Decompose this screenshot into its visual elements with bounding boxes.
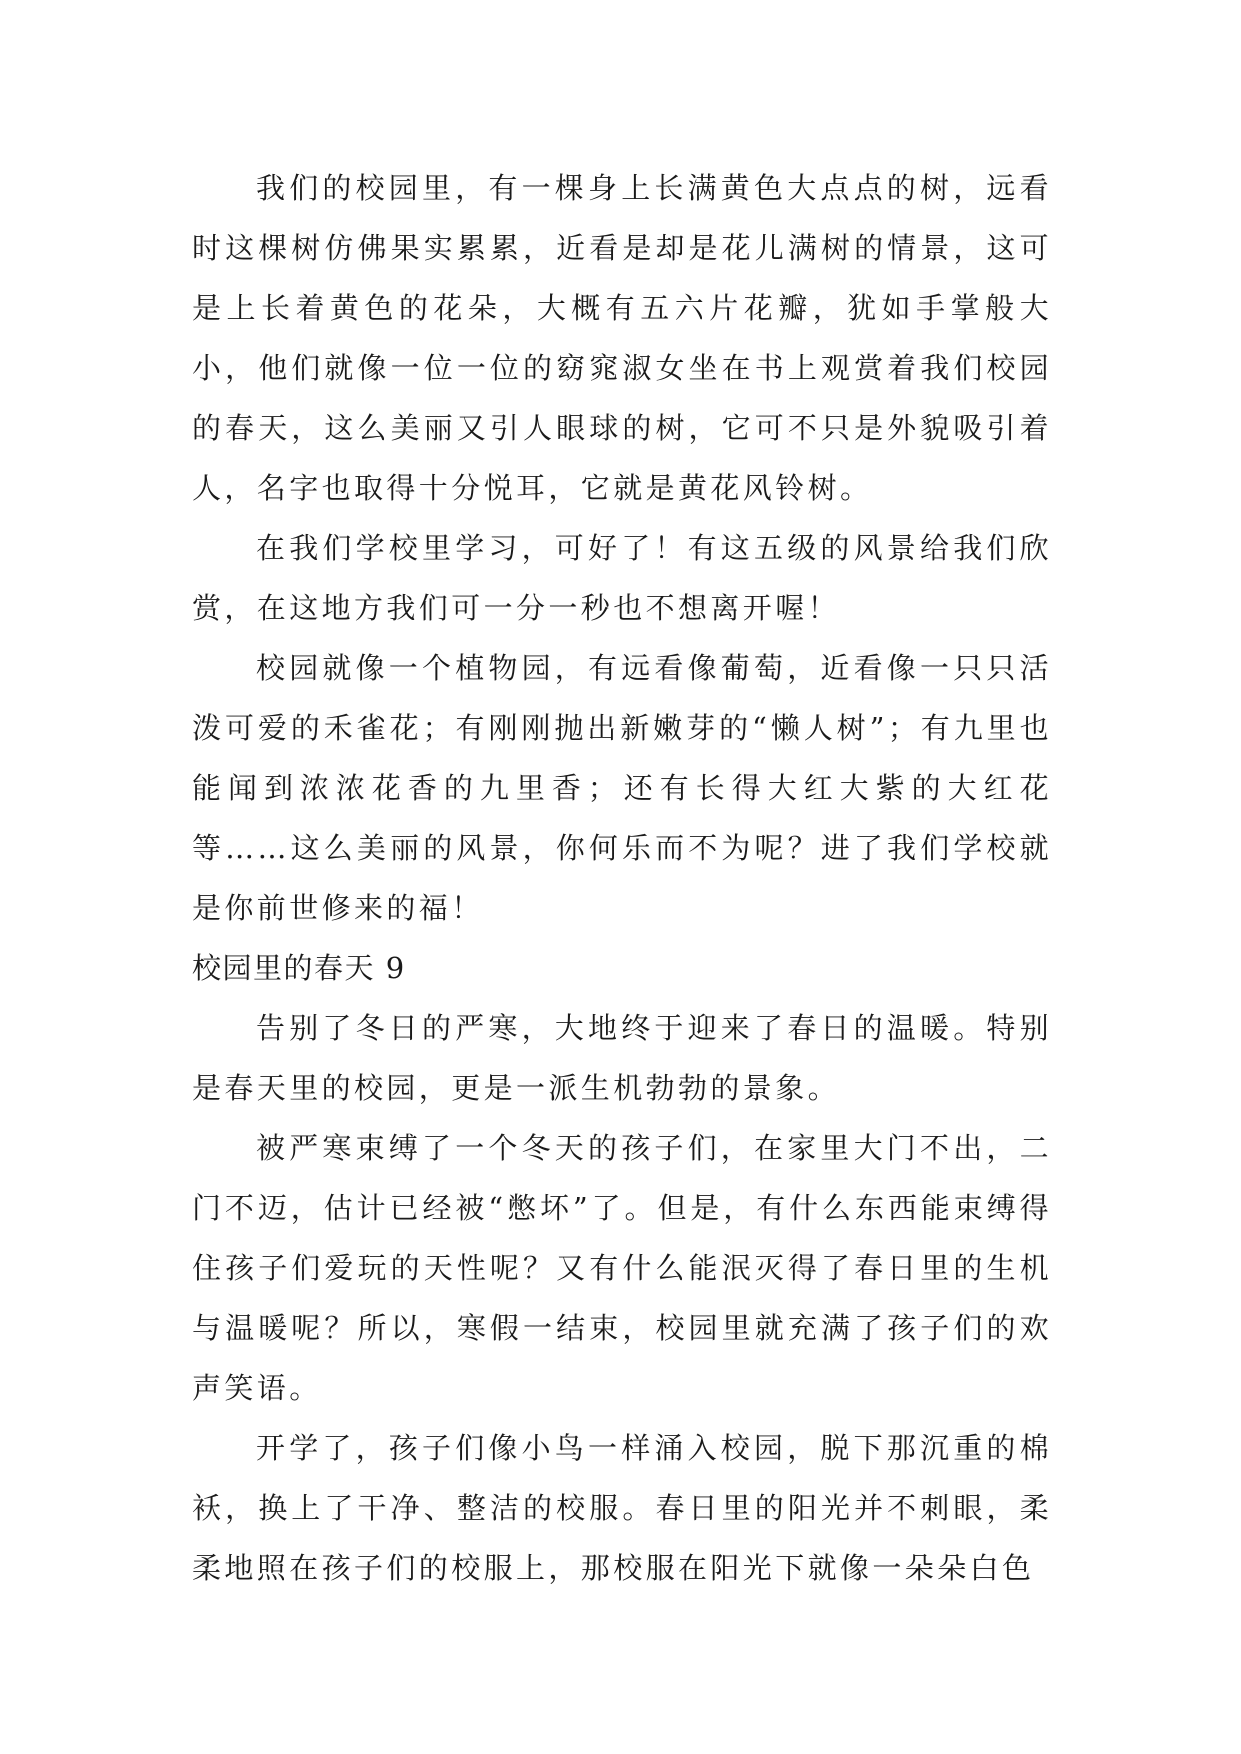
paragraph-children-return: 被严寒束缚了一个冬天的孩子们，在家里大门不出，二门不迈，估计已经被“憋坏”了。但是，有什么东西能束缚得住孩子们爱玩的天性呢？又有什么能泯灭得了春日里的生机与温暖呢？所以，寒假一结束，校园里就充满了孩子们的欢声笑语。 (192, 1131, 1052, 1405)
paragraph-huanghua-fenglingshu: 我们的校园里，有一棵身上长满黄色大点点的树，远看时这棵树仿佛果实累累，近看是却是花儿满树的情景，这可是上长着黄色的花朵，大概有五六片花瓣，犹如手掌般大小，他们就像一位一位的窈窕淑女坐在书上观赏着我们校园的春天，这么美丽又引人眼球的树，它可不只是外貌吸引着人，名字也取得十分悦耳，它就是黄花风铃树。 (192, 171, 1052, 505)
document-body (192, 158, 1052, 1598)
paragraph-spring-arrives: 告别了冬日的严寒，大地终于迎来了春日的温暖。特别是春天里的校园，更是一派生机勃勃的景象。 (192, 1011, 1052, 1105)
section-title: 校园里的春天 9 (192, 951, 406, 985)
paragraph-school-opens: 开学了，孩子们像小鸟一样涌入校园，脱下那沉重的棉袄，换上了干净、整洁的校服。春日里的阳光并不刺眼，柔柔地照在孩子们的校服上，那校服在阳光下就像一朵朵白色 (192, 1431, 1052, 1585)
paragraph-school-scenery: 在我们学校里学习，可好了！有这五级的风景给我们欣赏，在这地方我们可一分一秒也不想离开喔！ (192, 531, 1052, 625)
paragraph-botanical-garden: 校园就像一个植物园，有远看像葡萄，近看像一只只活泼可爱的禾雀花；有刚刚抛出新嫩芽的“懒人树”；有九里也能闻到浓浓花香的九里香；还有长得大红大紫的大红花等……这么美丽的风景，你何乐而不为呢？进了我们学校就是你前世修来的福！ (192, 651, 1052, 925)
